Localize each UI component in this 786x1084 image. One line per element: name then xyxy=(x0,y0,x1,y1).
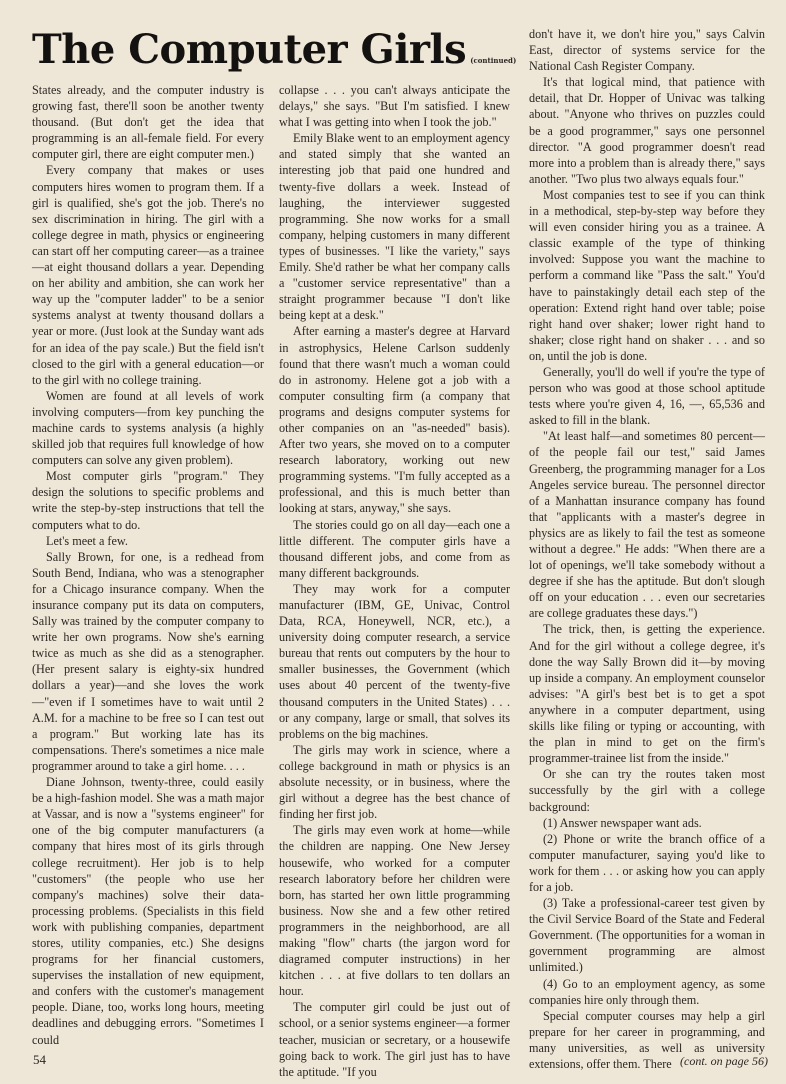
paragraph: The girls may even work at home—while the children are napping. One New Jersey housewife, who worked for a computer research laboratory before her children were born, has started her own little programming business. Now she and a few other retired programmers in the neighborhood, are all making "flow" charts (the jargon word for diagramed computer instructions) in her kitchen . . . at five dollars to ten dollars an hour. xyxy=(279,823,510,999)
paragraph: It's that logical mind, that patience with detail, that Dr. Hopper of Univac was talking about. "Anyone who thrives on puzzles could be a good programmer," says one personnel director. "A good programmer doesn't read more into a problem than is already there," says another. "Two plus two always equals four." xyxy=(529,75,765,186)
text-column-1 xyxy=(32,82,264,1047)
paragraph: Most companies test to see if you can think in a methodical, step-by-step way before they will even consider hiring you as a trainee. A classic example of the type of thinking involved: Suppose you want the machine to perform a command like "Pass the salt." You'd have to painstakingly detail each step of the operation: Extend right hand over table; poise right hand over shaker; lower right hand to shaker; close right hand on shaker . . . and so on, until the job is done. xyxy=(529,187,765,363)
paragraph: They may work for a computer manufacturer (IBM, GE, Univac, Control Data, RCA, Honeywell, NCR, etc.), a university doing computer research, a service bureau that rents out computers by the hour to smaller businesses, the Government (which uses about 40 percent of the twenty-five thousand computers in the United States) . . . or any company, large or small, that solves its problems on the big machines. xyxy=(279,581,510,741)
paragraph: Or she can try the routes taken most successfully by the girl with a college background: xyxy=(529,767,765,814)
paragraph: (2) Phone or write the branch office of a computer manufacturer, saying you'd like to work for them . . . or asking how you can apply for a job. xyxy=(529,831,765,894)
paragraph: Generally, you'll do well if you're the type of person who was good at those school aptitude tests where you're given 4, 16, —, 65,536 and asked to fill in the blank. xyxy=(529,364,765,428)
paragraph: States already, and the computer industry is growing fast, there'll soon be another twenty thousand. (But don't get the idea that programming is an all-female field. For every computer girl, there are eight computer men.) xyxy=(32,83,264,162)
paragraph: After earning a master's degree at Harvard in astrophysics, Helene Carlson suddenly found that there wasn't much a woman could do in astronomy. Helene got a job with a computer consulting firm (a company that programs and designs computer systems for other companies on an "as-needed" basis). After two years, she moved on to a computer research laboratory, working out new programming systems. "I'm fully accepted as a professional, and this is much better than looking at stars, anyway," she says. xyxy=(279,324,510,516)
article-header xyxy=(32,26,517,82)
paragraph: Most computer girls "program." They design the solutions to specific problems and write the step-by-step instructions that tell the computers what to do. xyxy=(32,469,264,532)
paragraph: Special computer courses may help a girl prepare for her career in programming, and many universities, as well as university extensions, offer them. There xyxy=(529,1008,765,1071)
text-column-2 xyxy=(279,82,510,1079)
article-title: The Computer Girls xyxy=(32,26,467,73)
paragraph: Emily Blake went to an employment agency and stated simply that she wanted an interesting job that paid one hundred and twenty-five dollars a week. Instead of laughing, the interviewer suggested programming. She now works for a small company, helping customers in many different types of businesses. "I like the variety," says Emily. She'd rather be what her company calls a "customer service representative" than a straight programmer because "I don't like being kept at a desk." xyxy=(279,131,510,323)
paragraph: Let's meet a few. xyxy=(46,533,128,548)
paragraph: (1) Answer newspaper want ads. xyxy=(543,815,702,830)
paragraph: The girls may work in science, where a college background in math or physics is an absolute necessity, or in business, where the girl without a degree has the best chance of finding her first job. xyxy=(279,742,510,822)
paragraph: Women are found at all levels of work involving computers—from key punching the machine cards to systems analysis (a highly skilled job that requires full knowledge of how computers can solve any given problem). xyxy=(32,388,264,468)
paragraph: Diane Johnson, twenty-three, could easily be a high-fashion model. She was a math major at Vassar, and is now a "systems engineer" for one of the big computer manufacturers (a company that hires most of its girls through college recruitment). Her job is to help "customers" (the people who use her company's machines) solve their data-processing problems. (Specialists in this field work with publishing companies, department stores, utility companies, etc.) She designs programs for her financial customers, supervises the installation of new equipment, and confers with the customer's management people. Diane, too, works long hours, meeting deadlines and debugging errors. "Sometimes I could xyxy=(32,775,264,1047)
paragraph: (3) Take a professional-career test given by the Civil Service Board of the State and Federal Government. (The opportunities for a woman in government programming are almost unlimited.) xyxy=(529,896,765,975)
continued-note: (continued) xyxy=(470,56,517,65)
continuation-note: (cont. on page 56) xyxy=(680,1054,768,1068)
paragraph: The computer girl could be just out of school, or a senior systems engineer—a former teacher, musician or secretary, or a housewife going back to work. The girl just has to have the aptitude. "If you xyxy=(279,1000,510,1079)
paragraph: Sally Brown, for one, is a redhead from South Bend, Indiana, who was a stenographer for a Chicago insurance company. When the insurance company put its data on computers, Sally was trained by the computer company to write her own programs. Now she's earning twice as much as she did as a stenographer. (Her present salary is eighty-six hundred dollars a year)—and she loves the work —"even if I sometimes have to wait until 2 A.M. for a machine to be free so I can test out a program." But working late has its compensations. There's sometimes a nice male programmer around to take a girl home. . . . xyxy=(32,549,264,773)
page-number: 54 xyxy=(33,1052,46,1067)
paragraph: The trick, then, is getting the experience. And for the girl without a college degree, it's done the way Sally Brown did it—by moving up inside a company. An employment counselor advises: "A girl's best bet is to get a spot anywhere in a computer department, using skills like filing or typing or accounting, with the plan in mind to get on the firm's programmer-trainee list from the inside." xyxy=(529,622,765,766)
paragraph: Every company that makes or uses computers hires women to program them. If a girl is qualified, she's got the job. There's no sex discrimination in hiring. The girl with a college degree in math, physics or engineering can start off her computing career—as a trainee—at eight thousand dollars a year. Depending on her ability and ambition, she can work her way up the "computer ladder" to be a senior systems analyst at twenty thousand dollars a year or more. (Just look at the Sunday want ads for an idea of the pay scale.) But the field isn't closed to the girl with a general education—or to the girl with no college training. xyxy=(32,163,264,387)
paragraph: collapse . . . you can't always anticipate the delays," she says. "But I'm satisfied. I knew what I was getting into when I took the job." xyxy=(279,83,510,130)
paragraph: (4) Go to an employment agency, as some companies hire only through them. xyxy=(529,976,765,1007)
paragraph: "At least half—and sometimes 80 percent—of the people fail our test," said James Greenberg, the programming manager for a Los Angeles service bureau. The personnel director of a Manhattan insurance company has found that "applicants with a master's degree in physics are as likely to fail the test as someone without a degree." He adds: "When there are a lot of openings, we'll take somebody without a degree if she has the aptitude. But don't slough off on your education . . . even our secretaries are college graduates these days.") xyxy=(529,429,765,621)
paragraph: don't have it, we don't hire you," says Calvin East, director of systems service for the National Cash Register Company. xyxy=(529,27,765,74)
paragraph: The stories could go on all day—each one a little different. The computer girls have a thousand different jobs, and come from as many different backgrounds. xyxy=(279,517,510,580)
